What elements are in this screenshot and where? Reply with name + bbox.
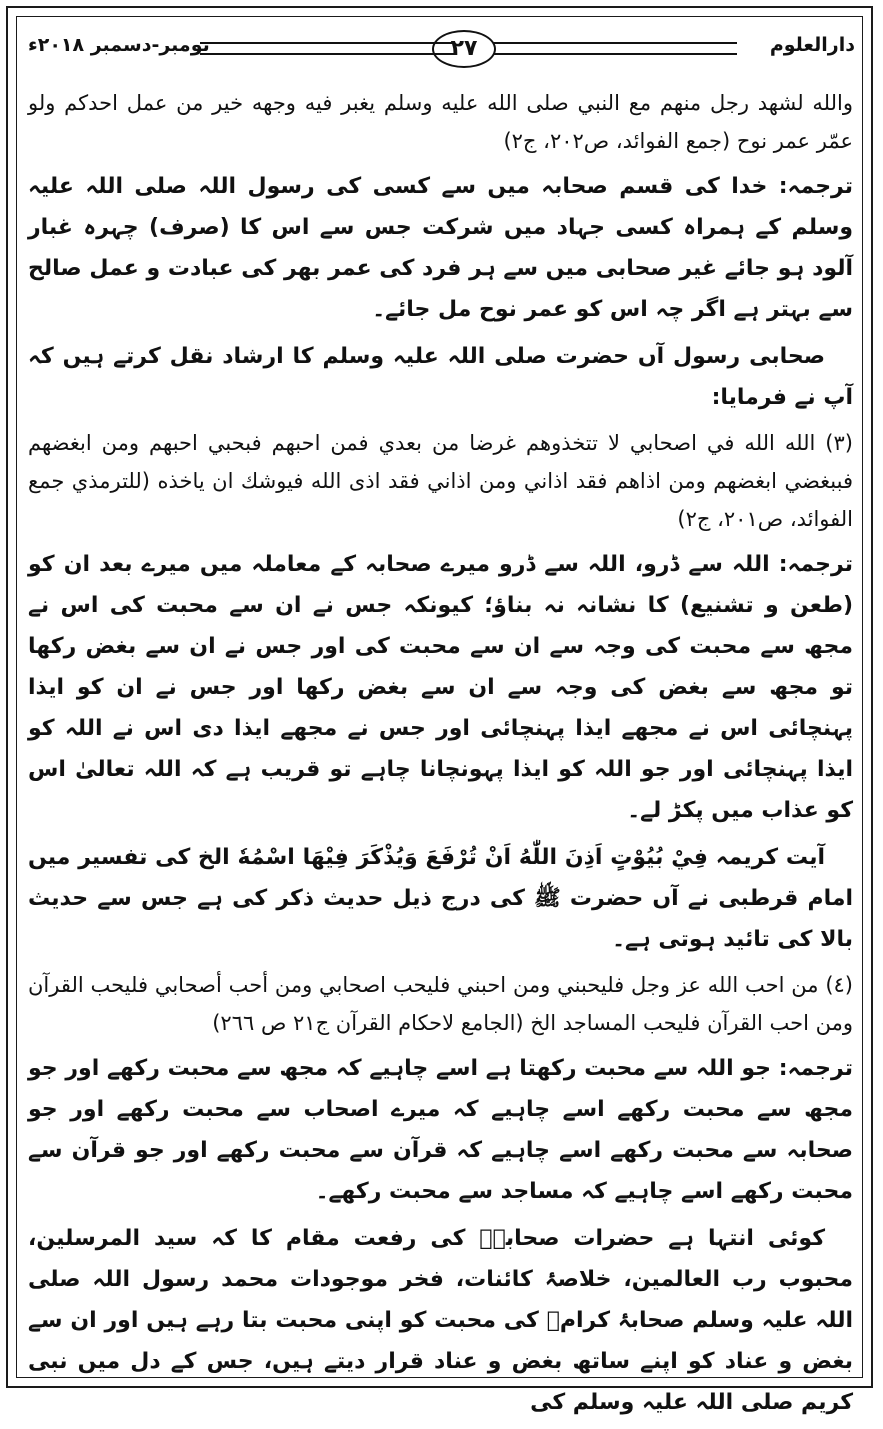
urdu-translation: ترجمہ: جو اللہ سے محبت رکھتا ہے اسے چاہیے کہ مجھ سے محبت رکھے اور جو مجھ سے محبت رکھے اسے چاہیے کہ میرے اصحاب سے محبت رکھے اور جو صحابہ سے محبت رکھے اسے چاہیے کہ قرآن سے محبت رکھے اور جو قرآن سے محبت رکھے اسے چاہیے کہ مساجد سے محبت رکھے۔ bbox=[28, 1056, 853, 1204]
urdu-translation: ترجمہ: اللہ سے ڈرو، اللہ سے ڈرو میرے صحابہ کے معاملہ میں میرے بعد ان کو (طعن و تشنیع) کا نشانہ نہ بناؤ؛ کیونکہ جس نے ان سے محبت کی اس نے مجھ سے محبت کی وجہ سے ان سے محبت کی اور جس نے ان سے بغض رکھا تو مجھ سے بغض کی وجہ سے ان سے بغض رکھا اور جس نے ان کو ایذا پہنچائی اس نے مجھے ایذا پہنچائی اور جس نے مجھے ایذا دی اس نے اللہ کو ایذا پہنچائی اور جو اللہ کو ایذا پہونچانا چاہے تو قریب ہے کہ اللہ تعالیٰ اس کو عذاب میں پکڑ لے۔ bbox=[28, 552, 853, 823]
running-header bbox=[28, 30, 855, 66]
arabic-hadith-text: والله لشهد رجل منهم مع النبي صلى الله عليه وسلم يغبر فيه وجهه خير من عمل احدكم ولو عمّر عمر نوح (جمع الفوائد، ص۲۰۲، ج۲) bbox=[28, 91, 853, 153]
header-rule-right bbox=[475, 42, 737, 55]
article-body bbox=[28, 84, 853, 1429]
urdu-paragraph: صحابی رسول آں حضرت صلی اللہ علیہ وسلم کا ارشاد نقل کرتے ہیں کہ آپ نے فرمایا: bbox=[28, 344, 853, 410]
journal-title: دارالعلوم bbox=[769, 34, 855, 56]
arabic-hadith-text: (٤) من احب الله عز وجل فليحبني ومن احبني فليحب اصحابي ومن أحب أصحابي فليحب القرآن ومن احب القرآن فليحب المساجد الخ (الجامع لاحكام القرآن ج۲۱ ص ۲٦٦) bbox=[28, 973, 853, 1035]
urdu-paragraph: آیت کریمہ فِيْ بُيُوْتٍ اَذِنَ اللّٰهُ اَنْ تُرْفَعَ وَيُذْكَرَ فِيْهَا اسْمُهٗ الخ کی تفسیر میں امام قرطبی نے آں حضرت ﷺ کی درج ذیل حدیث ذکر کی ہے جس سے حدیث بالا کی تائید ہوتی ہے۔ bbox=[28, 845, 853, 952]
page-number: ۲۷ bbox=[432, 30, 496, 68]
urdu-translation: ترجمہ: خدا کی قسم صحابہ میں سے کسی کی رسول اللہ صلی اللہ علیہ وسلم کے ہمراہ کسی جہاد میں شرکت جس سے اس کا (صرف) چہرہ غبار آلود ہو جائے غیر صحابی میں سے ہر فرد کی عمر بھر کی عبادت و عمل صالح سے بہتر ہے اگر چہ اس کو عمر نوح مل جائے۔ bbox=[28, 174, 853, 322]
urdu-paragraph: کوئی انتہا ہے حضرات صحابہؓ کی رفعت مقام کا کہ سید المرسلین، محبوب رب العالمین، خلاصۂ کائنات، فخر موجودات محمد رسول اللہ صلی اللہ علیہ وسلم صحابۂ کرامؓ کی محبت کو اپنی محبت بتا رہے ہیں اور ان سے بغض و عناد کو اپنے ساتھ بغض و عناد قرار دیتے ہیں، جس کے دل میں نبی کریم صلی اللہ علیہ وسلم کی bbox=[28, 1226, 853, 1415]
arabic-hadith-text: (٣) الله الله في اصحابي لا تتخذوهم غرضا من بعدي فمن احبهم فبحبي احبهم ومن ابغضهم فببغضي ابغضهم ومن اذاهم فقد اذاني ومن اذاني فقد اذى الله فيوشك ان ياخذه (للترمذي جمع الفوائد، ص۲۰۱، ج۲) bbox=[28, 431, 853, 531]
header-rule-left bbox=[200, 42, 455, 55]
issue-date: نومبر-دسمبر ۲۰۱۸ء bbox=[28, 34, 210, 56]
